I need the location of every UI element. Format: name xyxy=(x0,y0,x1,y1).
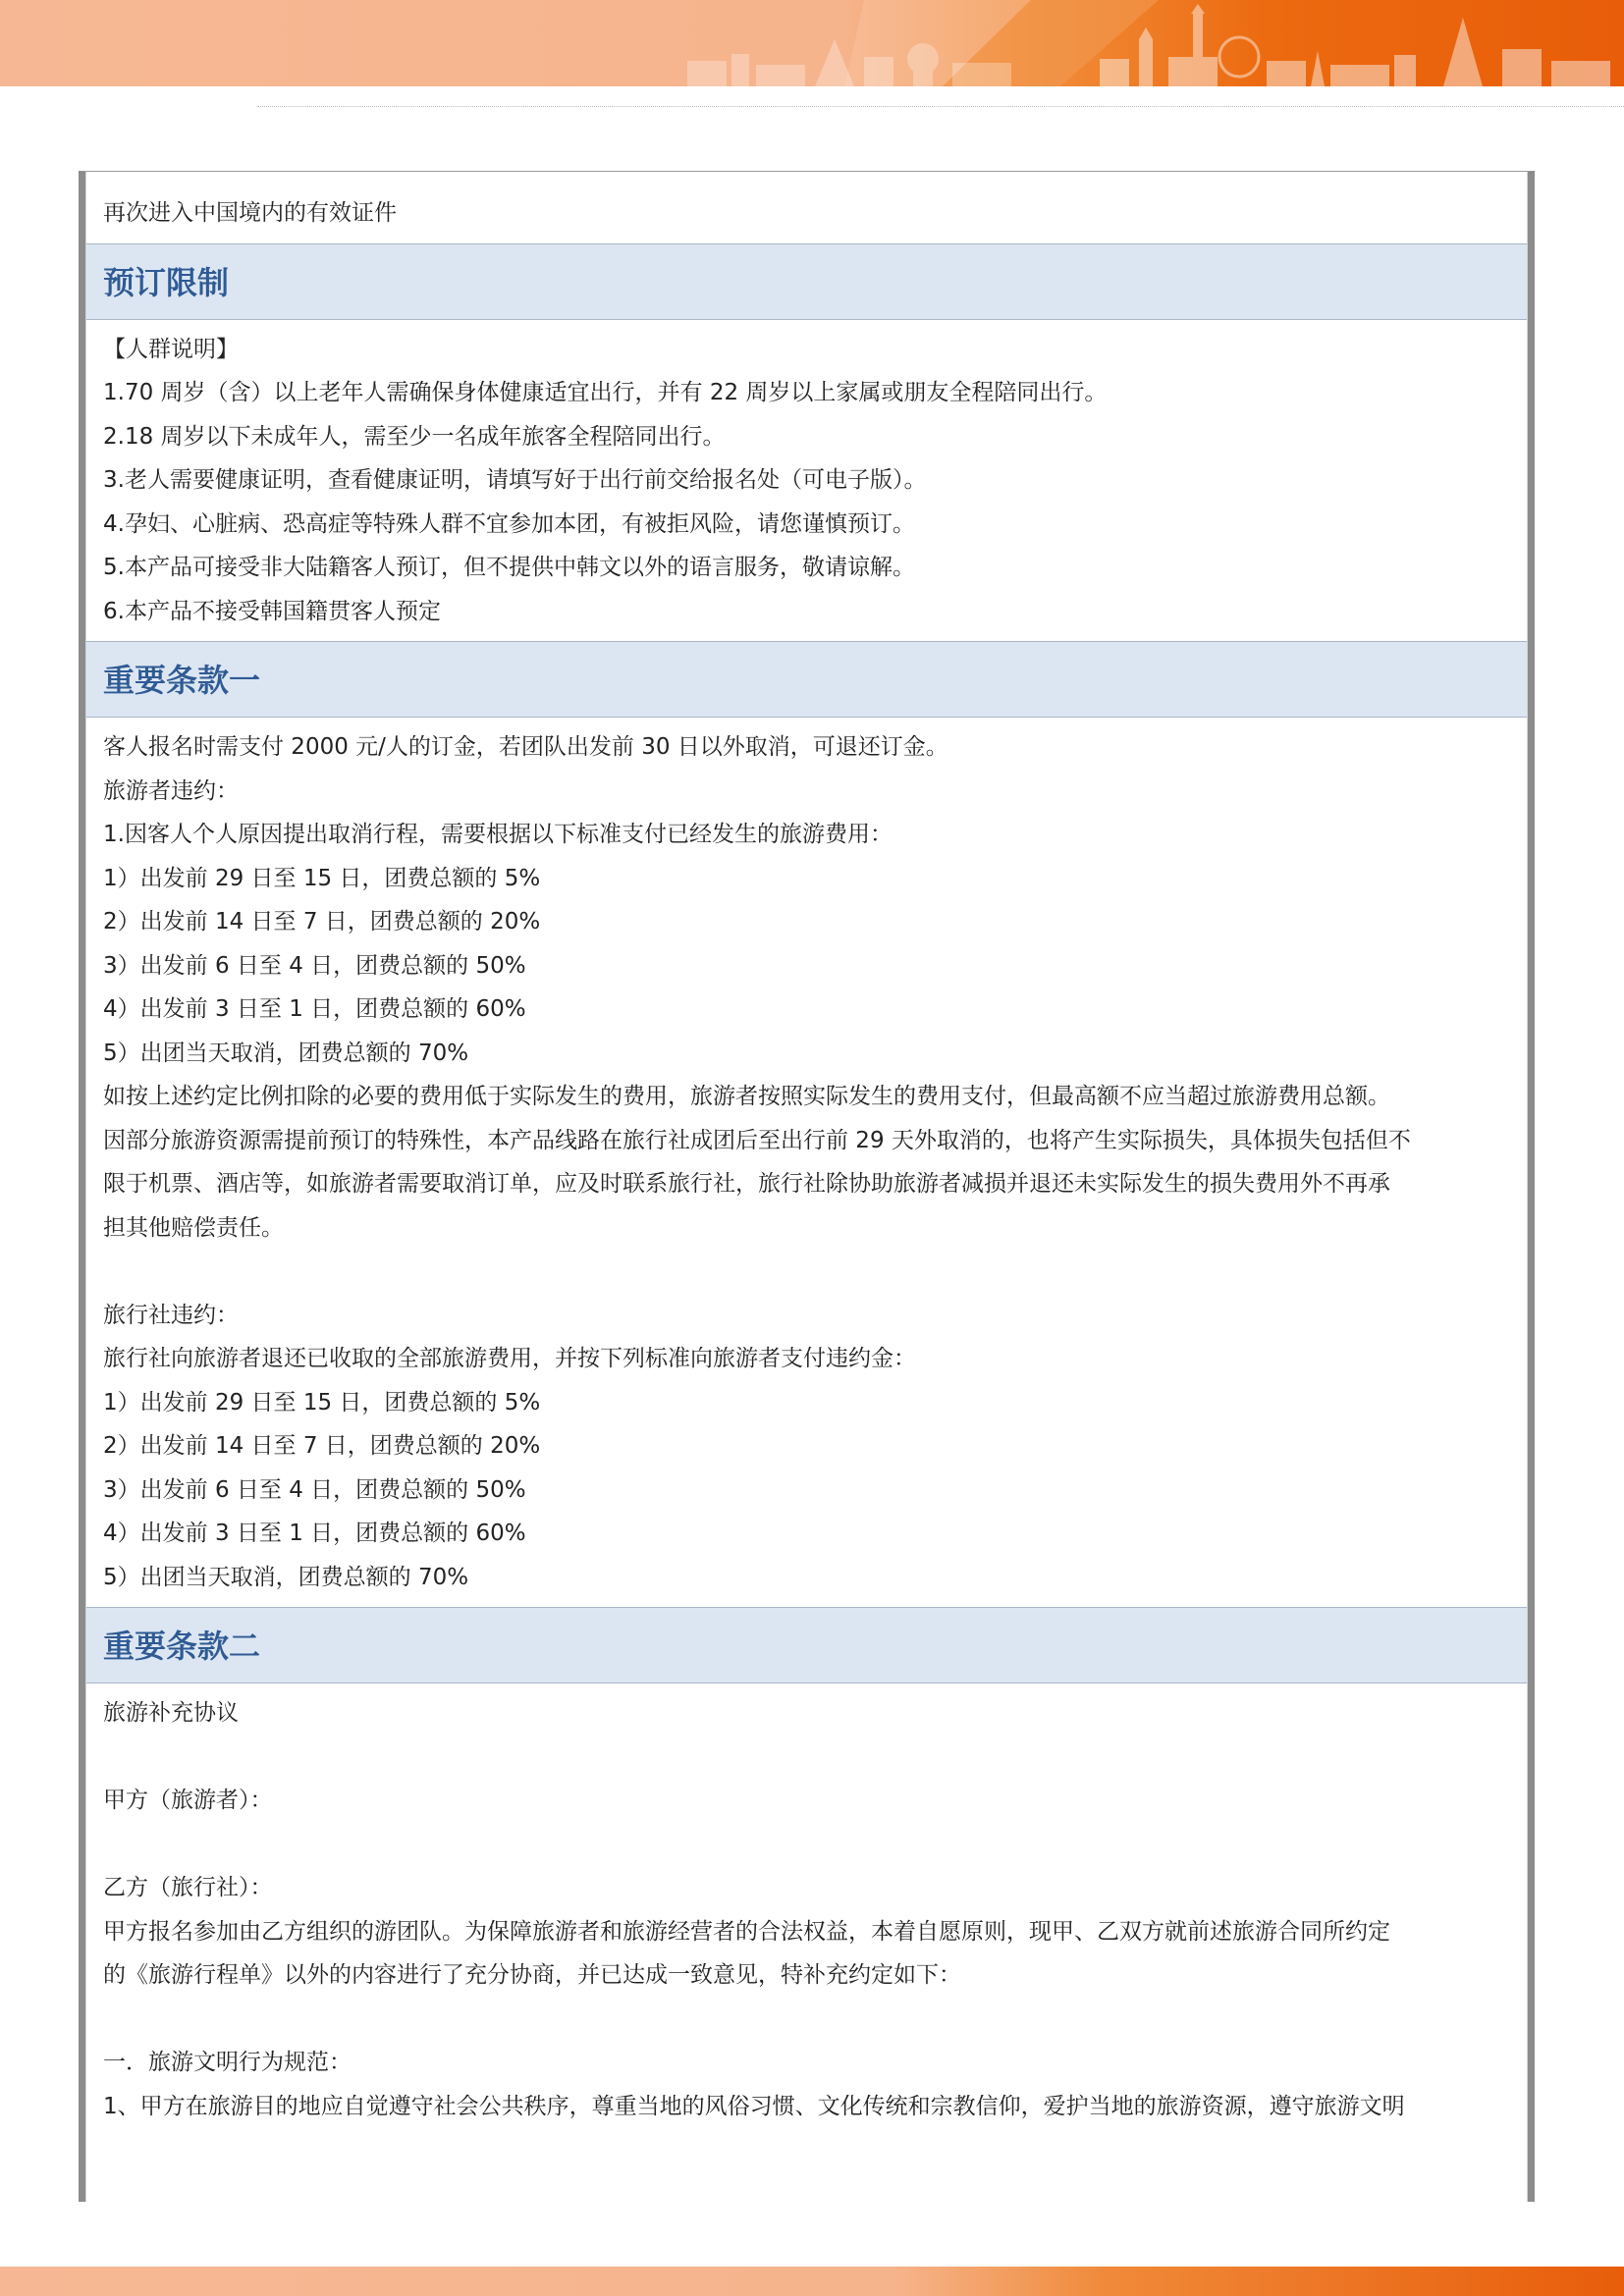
clause-two-line: 旅游补充协议 xyxy=(103,1700,239,1726)
clause-two-line: 乙方（旅行社）： xyxy=(103,1875,273,1900)
blank-line xyxy=(103,1998,1527,2042)
clause-one-line: 5）出团当天取消，团费总额的 70% xyxy=(103,1564,469,1590)
clause-one-line: 客人报名时需支付 2000 元/人的订金，若团队出发前 30 日以外取消，可退还订金。 xyxy=(103,734,948,760)
booking-line: 4.孕妇、心脏病、恐高症等特殊人群不宜参加本团，有被拒风险，请您谨慎预订。 xyxy=(103,510,915,537)
clause-one-line: 限于机票、酒店等，如旅游者需要取消订单，应及时联系旅行社，旅行社除协助旅游者减损并退还未实际发生的损失费用外不再承 xyxy=(103,1171,1390,1197)
clause-one-line: 因部分旅游资源需提前预订的特殊性，本产品线路在旅行社成团后至出行前 29 天外取消的，也将产生实际损失，具体损失包括但不 xyxy=(103,1127,1411,1153)
clause-one-line: 如按上述约定比例扣除的必要的费用低于实际发生的费用，旅游者按照实际发生的费用支付，但最高额不应当超过旅游费用总额。 xyxy=(103,1084,1390,1109)
header-divider xyxy=(257,106,1624,107)
header-banner xyxy=(0,0,1624,86)
booking-line: 5.本产品可接受非大陆籍客人预订，但不提供中韩文以外的语言服务，敬请谅解。 xyxy=(103,555,915,580)
intro-line: 再次进入中国境内的有效证件 xyxy=(103,200,397,226)
clause-one-line: 1.因客人个人原因提出取消行程，需要根据以下标准支付已经发生的旅游费用： xyxy=(103,822,893,847)
clause-two-line: 的《旅游行程单》以外的内容进行了充分协商，并已达成一致意见，特补充约定如下： xyxy=(103,1962,961,1988)
booking-line: 2.18 周岁以下未成年人，需至少一名成年旅客全程陪同出行。 xyxy=(103,423,726,450)
clause-one-line: 旅行社向旅游者退还已收取的全部旅游费用，并按下列标准向旅游者支付违约金： xyxy=(103,1346,916,1371)
clause-two-line: 甲方（旅游者）： xyxy=(103,1788,273,1813)
clause-two-block xyxy=(86,1691,1527,2128)
clause-one-line: 旅游者违约： xyxy=(103,777,239,804)
city-skyline-icon xyxy=(0,0,1624,86)
clause-one-line: 4）出发前 3 日至 1 日，团费总额的 60% xyxy=(103,996,526,1022)
blank-line xyxy=(103,1735,1527,1780)
clause-one-line: 3）出发前 6 日至 4 日，团费总额的 50% xyxy=(103,952,526,979)
footer-banner xyxy=(0,2267,1624,2296)
clause-two-line: 甲方报名参加由乙方组织的游团队。为保障旅游者和旅游经营者的合法权益，本着自愿原则，现甲、乙双方就前述旅游合同所约定 xyxy=(103,1918,1390,1945)
section-title-clause-two: 重要条款二 xyxy=(86,1607,1527,1683)
clause-one-block xyxy=(86,725,1527,1599)
booking-line: 6.本产品不接受韩国籍贯客人预定 xyxy=(103,598,441,624)
booking-line: 【人群说明】 xyxy=(103,336,239,362)
booking-line: 3.老人需要健康证明，查看健康证明，请填写好于出行前交给报名处（可电子版）。 xyxy=(103,467,927,493)
booking-line: 1.70 周岁（含）以上老年人需确保身体健康适宜出行，并有 22 周岁以上家属或朋友全程陪同出行。 xyxy=(103,380,1108,405)
intro-block xyxy=(86,191,1527,236)
clause-one-line: 2）出发前 14 日至 7 日，团费总额的 20% xyxy=(103,909,541,934)
clause-one-line: 1）出发前 29 日至 15 日，团费总额的 5% xyxy=(103,865,541,891)
clause-one-line: 2）出发前 14 日至 7 日，团费总额的 20% xyxy=(103,1433,541,1459)
section-title-clause-one: 重要条款一 xyxy=(86,641,1527,718)
blank-line xyxy=(103,1823,1527,1867)
clause-two-line: 一．旅游文明行为规范： xyxy=(103,2050,352,2075)
clause-one-line: 3）出发前 6 日至 4 日，团费总额的 50% xyxy=(103,1476,526,1503)
section-title-booking-limits: 预订限制 xyxy=(86,243,1527,320)
clause-one-line: 旅行社违约： xyxy=(103,1302,239,1328)
blank-line xyxy=(103,1250,1527,1294)
clause-two-line: 1、甲方在旅游目的地应自觉遵守社会公共秩序，尊重当地的风俗习惯、文化传统和宗教信仰，爱护当地的旅游资源，遵守旅游文明 xyxy=(103,2093,1405,2119)
clause-one-line: 1）出发前 29 日至 15 日，团费总额的 5% xyxy=(103,1389,541,1415)
clause-one-line: 5）出团当天取消，团费总额的 70% xyxy=(103,1040,469,1066)
clause-one-line: 担其他赔偿责任。 xyxy=(103,1214,284,1241)
clause-one-line: 4）出发前 3 日至 1 日，团费总额的 60% xyxy=(103,1521,526,1546)
content-frame xyxy=(79,171,1535,2202)
booking-limits-block xyxy=(86,328,1527,634)
